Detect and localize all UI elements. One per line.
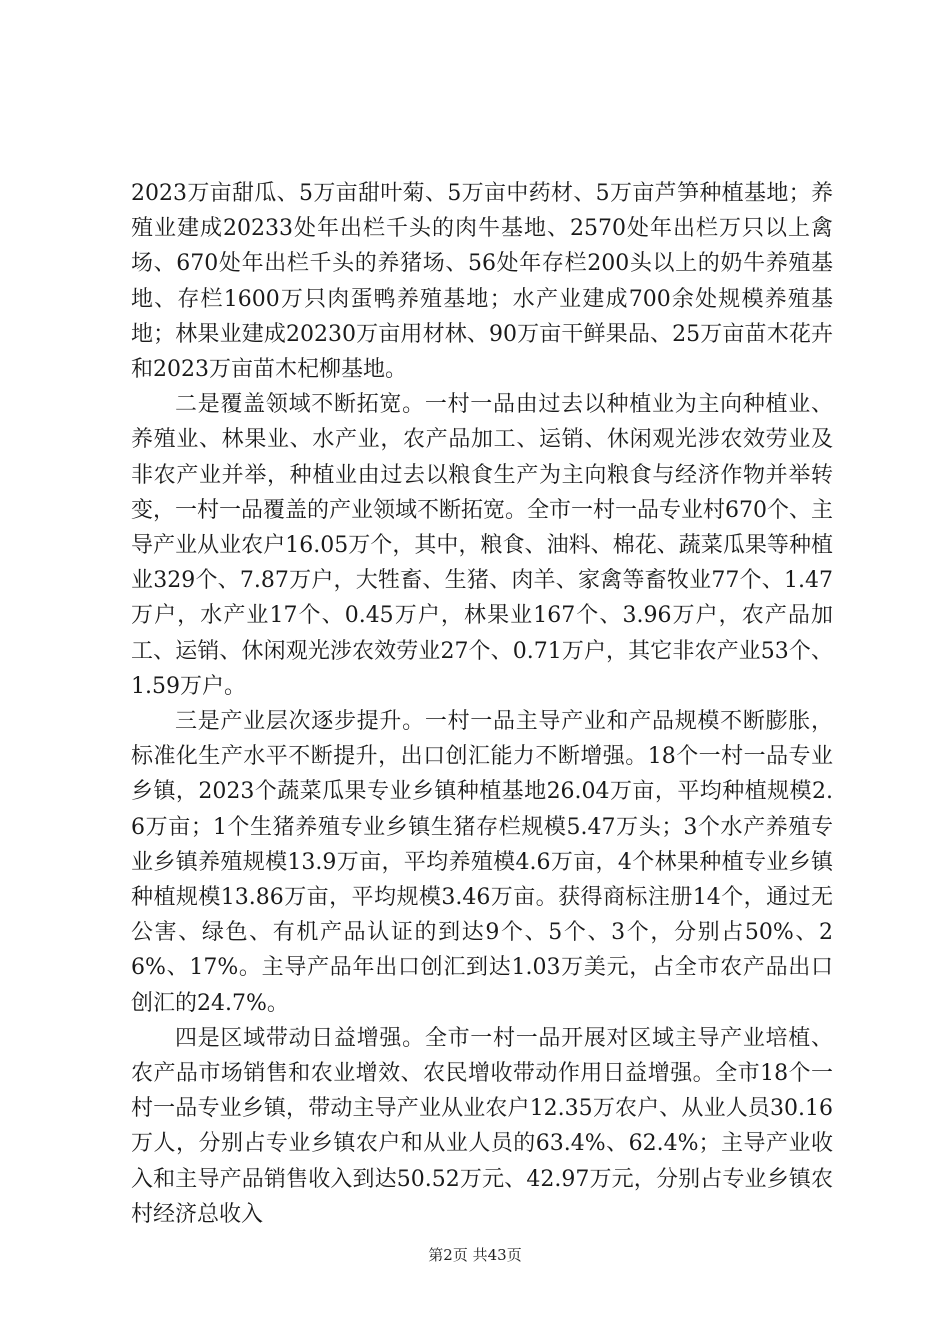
paragraph-continuation: 2023万亩甜瓜、5万亩甜叶菊、5万亩中药材、5万亩芦笋种植基地；养殖业建成20233处年出栏千头的肉牛基地、2570处年出栏万只以上禽场、670处年出栏千头的养猪场、56处年存栏200头以上的奶牛养殖基地、存栏1600万只肉蛋鸭养殖基地；水产业建成700余处规模养殖基地；林果业建成20230万亩用材林、90万亩干鲜果品、25万亩苗木花卉和2023万亩苗木杞柳基地。 (131, 181, 833, 383)
document-body (131, 176, 833, 1232)
paragraph-regional-drive: 四是区域带动日益增强。全市一村一品开展对区域主导产业培植、农产品市场销售和农业增效、农民增收带动作用日益增强。全市18个一村一品专业乡镇，带动主导产业从业农户12.35万农户、从业人员30.16万人，分别占专业乡镇农户和从业人员的63.4%、62.4%；主导产业收入和主导产品销售收入到达50.52万元、42.97万元，分别占专业乡镇农村经济总收入 (131, 1025, 833, 1227)
paragraph-coverage-expansion: 二是覆盖领域不断拓宽。一村一品由过去以种植业为主向种植业、养殖业、林果业、水产业，农产品加工、运销、休闲观光涉农效劳业及非农产业并举，种植业由过去以粮食生产为主向粮食与经济作物并举转变，一村一品覆盖的产业领域不断拓宽。全市一村一品专业村670个、主导产业从业农户16.05万个，其中，粮食、油料、棉花、蔬菜瓜果等种植业329个、7.87万户，大牲畜、生猪、肉羊、家禽等畜牧业77个、1.47万户，水产业17个、0.45万户，林果业167个、3.96万户，农产品加工、运销、休闲观光涉农效劳业27个、0.71万户，其它非农产业53个、1.59万户。 (131, 392, 833, 699)
page-number-footer: 第2页 共43页 (428, 1246, 522, 1264)
paragraph-industry-upgrade: 三是产业层次逐步提升。一村一品主导产业和产品规模不断膨胀，标准化生产水平不断提升，出口创汇能力不断增强。18个一村一品专业乡镇，2023个蔬菜瓜果专业乡镇种植基地26.04万亩，平均种植规模2.6万亩；1个生猪养殖专业乡镇生猪存栏规模5.47万头；3个水产养殖专业乡镇养殖规模13.9万亩，平均养殖模4.6万亩，4个林果种植专业乡镇种植规模13.86万亩，平均规模3.46万亩。获得商标注册14个，通过无公害、绿色、有机产品认证的到达9个、5个、3个，分别占50%、26%、17%。主导产品年出口创汇到达1.03万美元，占全市农产品出口创汇的24.7%。 (131, 709, 833, 1016)
